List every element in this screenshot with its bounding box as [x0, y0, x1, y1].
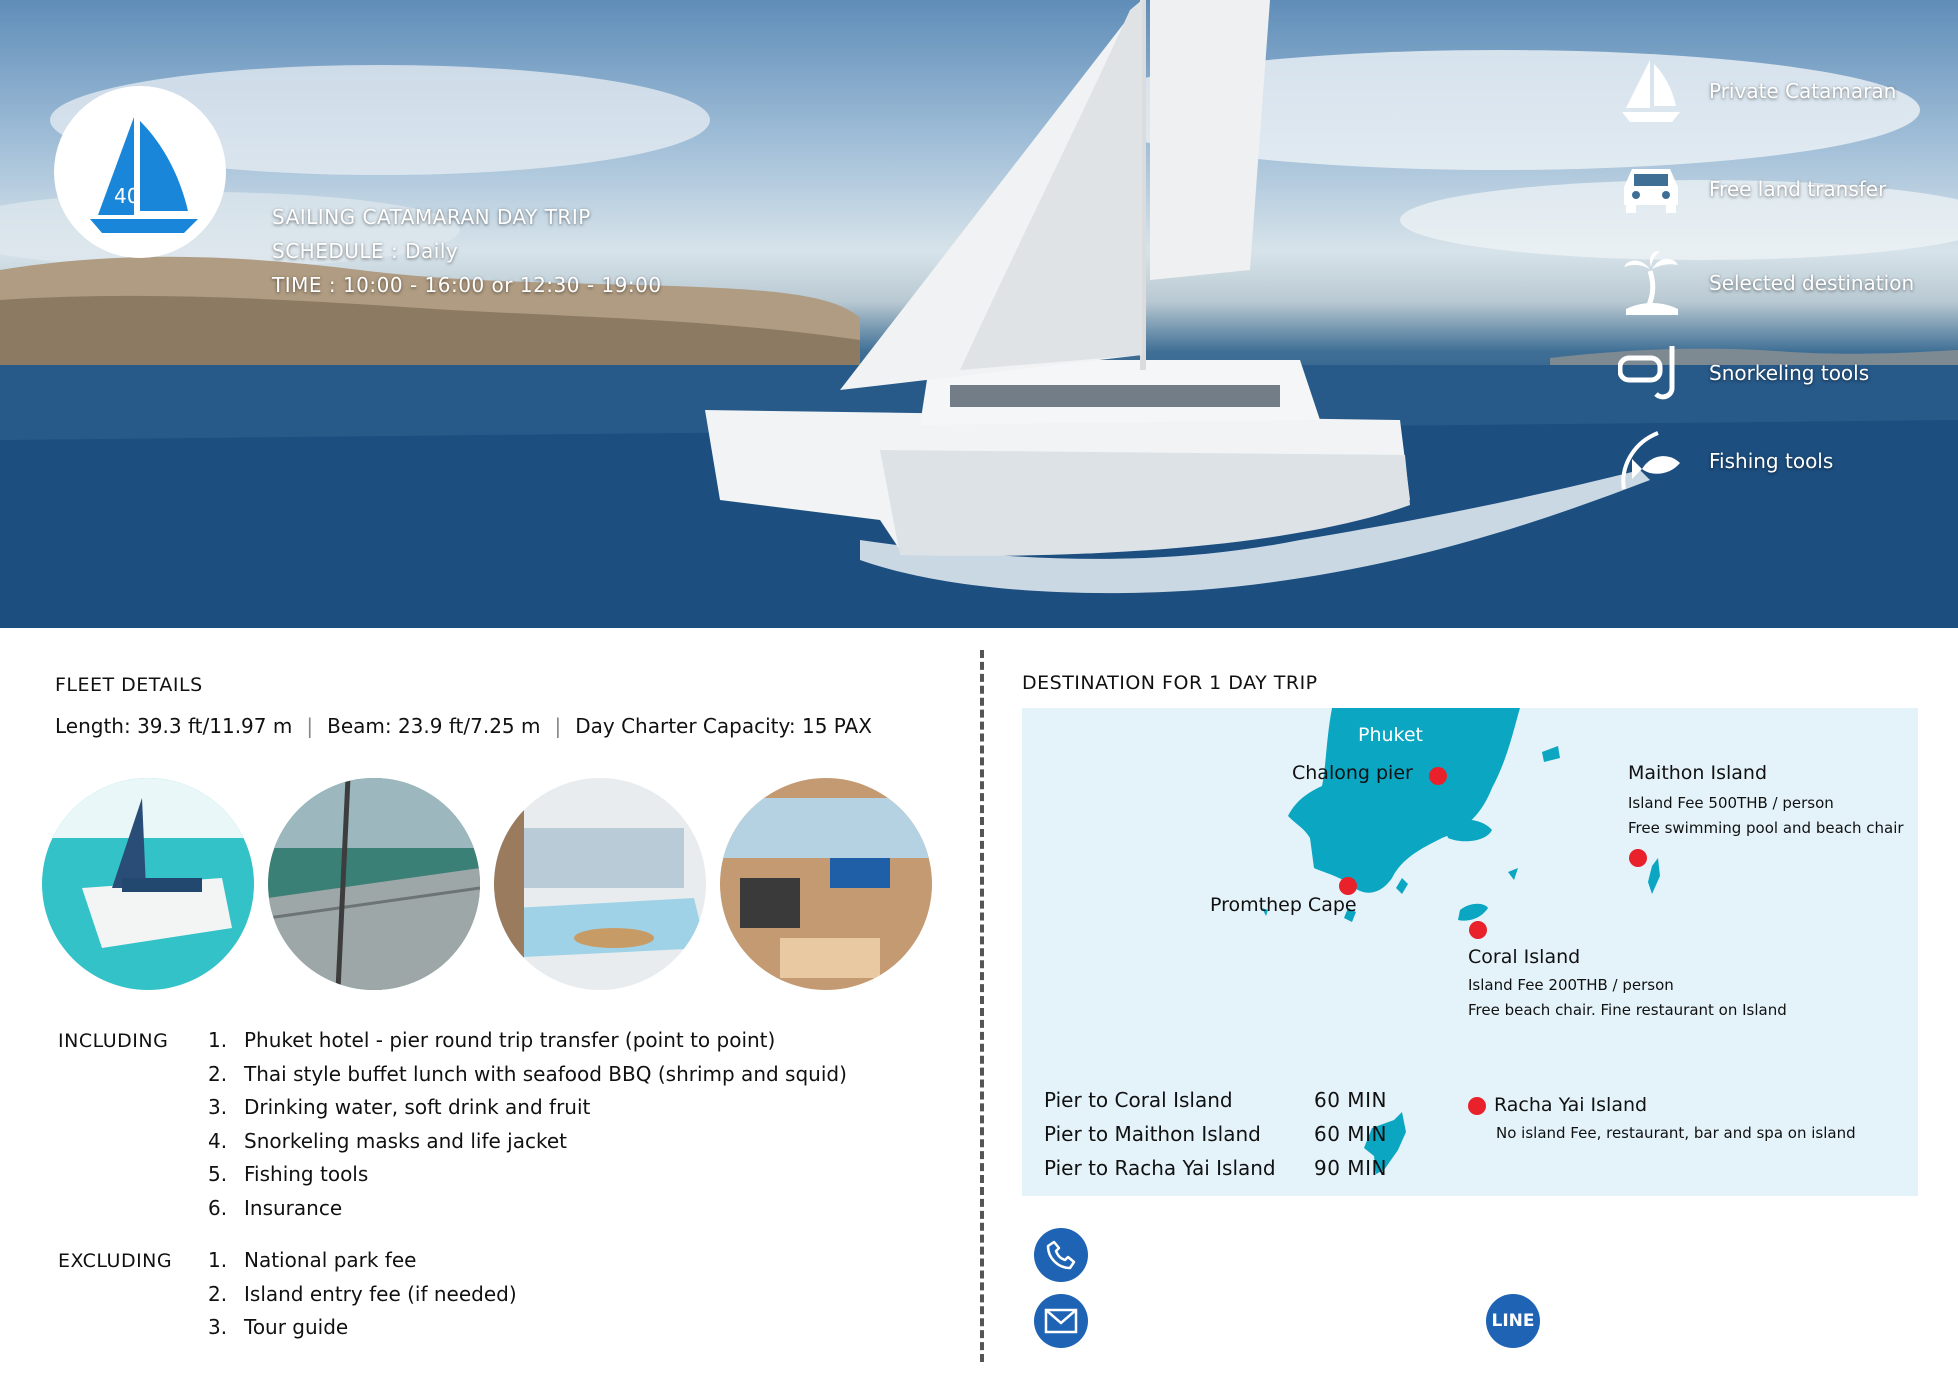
helm-station-photo [720, 778, 932, 990]
svg-text:40: 40 [114, 184, 140, 208]
destination-heading: DESTINATION FOR 1 DAY TRIP [1022, 672, 1318, 694]
list-item [208, 1129, 847, 1163]
trip-schedule: SCHEDULE : Daily [272, 239, 459, 263]
list-text: National park fee [244, 1248, 417, 1272]
list-number: 1. [208, 1248, 228, 1272]
list-text: Snorkeling masks and life jacket [244, 1128, 567, 1153]
list-number: 3. [208, 1315, 228, 1340]
travel-duration: 60 MIN [1314, 1088, 1387, 1112]
list-item [208, 1095, 847, 1129]
list-item [208, 1162, 847, 1196]
coral-fee: Island Fee 200THB / person [1468, 976, 1674, 994]
list-item [208, 1062, 847, 1096]
fleet-length: Length: 39.3 ft/11.97 m [55, 714, 293, 738]
feature-label: Snorkeling tools [1709, 361, 1870, 385]
fleet-photo-gallery [42, 778, 942, 990]
travel-duration: 90 MIN [1314, 1156, 1387, 1180]
fleet-specs [55, 714, 872, 738]
fishing-icon [1616, 426, 1686, 496]
snorkel-mask-icon [1616, 338, 1686, 408]
map-label-chalong-pier: Chalong pier [1292, 762, 1413, 784]
list-text: Island entry fee (if needed) [244, 1281, 517, 1306]
spec-separator: | [554, 714, 562, 738]
list-text: Thai style buffet lunch with seafood BBQ (shrimp and squid) [244, 1061, 847, 1086]
feature-label: Free land transfer [1709, 177, 1887, 201]
excluding-list [208, 1248, 517, 1349]
column-divider [980, 650, 984, 1362]
palm-island-icon [1616, 248, 1686, 318]
travel-time-row [1044, 1156, 1387, 1190]
feature-selected-destination [1616, 248, 1956, 318]
catamaran-aerial-photo [42, 778, 254, 990]
feature-private-catamaran [1616, 56, 1956, 126]
list-text: Insurance [244, 1195, 343, 1220]
feature-fishing-tools [1616, 426, 1956, 496]
trampoline-net-photo [268, 778, 480, 990]
hero-banner [0, 0, 1958, 628]
list-number: 3. [208, 1095, 228, 1120]
email-icon [1044, 1308, 1078, 1334]
trip-time: TIME : 10:00 - 16:00 or 12:30 - 19:00 [272, 273, 662, 297]
feature-free-transfer [1616, 154, 1956, 224]
travel-time-row [1044, 1122, 1387, 1156]
travel-route: Pier to Coral Island [1044, 1088, 1233, 1112]
list-item [208, 1282, 517, 1316]
maithon-fee: Island Fee 500THB / person [1628, 794, 1834, 812]
map-label-phuket: Phuket [1358, 724, 1424, 746]
phone-icon [1046, 1240, 1076, 1270]
trip-summary [272, 200, 662, 302]
travel-route: Pier to Racha Yai Island [1044, 1156, 1276, 1180]
trip-title: SAILING CATAMARAN DAY TRIP [272, 205, 591, 229]
travel-times [1044, 1088, 1387, 1190]
feature-label: Private Catamaran [1709, 79, 1897, 103]
travel-time-row [1044, 1088, 1387, 1122]
boat-logo-badge [54, 86, 226, 258]
including-list [208, 1028, 847, 1230]
phone-contact-button[interactable] [1034, 1228, 1088, 1282]
map-label-coral: Coral Island [1468, 946, 1581, 968]
list-number: 2. [208, 1061, 228, 1086]
car-icon [1616, 154, 1686, 224]
line-label: LINE [1491, 1311, 1535, 1331]
feature-snorkeling-tools [1616, 338, 1956, 408]
cockpit-lounge-photo [494, 778, 706, 990]
list-item [208, 1028, 847, 1062]
destination-map [1022, 708, 1918, 1196]
list-item [208, 1196, 847, 1230]
list-text: Tour guide [244, 1315, 349, 1340]
sailboat-logo-icon [80, 107, 200, 237]
list-number: 6. [208, 1195, 228, 1220]
coral-note: Free beach chair. Fine restaurant on Island [1468, 1001, 1787, 1019]
spec-separator: | [306, 714, 314, 738]
sailboat-icon [1616, 56, 1686, 126]
map-label-racha-yai: Racha Yai Island [1494, 1094, 1648, 1116]
feature-label: Selected destination [1709, 271, 1915, 295]
map-label-promthep-cape: Promthep Cape [1210, 894, 1357, 916]
list-number: 2. [208, 1281, 228, 1306]
list-text: Fishing tools [244, 1162, 369, 1187]
travel-duration: 60 MIN [1314, 1122, 1387, 1146]
including-heading: INCLUDING [58, 1030, 169, 1052]
fleet-beam: Beam: 23.9 ft/7.25 m [327, 714, 541, 738]
list-text: Drinking water, soft drink and fruit [244, 1095, 591, 1120]
line-contact-button[interactable] [1486, 1294, 1540, 1348]
travel-route: Pier to Maithon Island [1044, 1122, 1261, 1146]
list-number: 4. [208, 1128, 228, 1153]
feature-label: Fishing tools [1709, 449, 1834, 473]
fleet-capacity: Day Charter Capacity: 15 PAX [575, 714, 872, 738]
maithon-note: Free swimming pool and beach chair [1628, 819, 1904, 837]
map-label-maithon: Maithon Island [1628, 762, 1768, 784]
excluding-heading: EXCLUDING [58, 1250, 173, 1272]
list-item [208, 1248, 517, 1282]
list-item [208, 1315, 517, 1349]
fleet-details-heading: FLEET DETAILS [55, 674, 203, 696]
list-text: Phuket hotel - pier round trip transfer (point to point) [244, 1028, 776, 1052]
email-contact-button[interactable] [1034, 1294, 1088, 1348]
list-number: 5. [208, 1162, 228, 1187]
racha-yai-note: No island Fee, restaurant, bar and spa on island [1496, 1124, 1856, 1142]
list-number: 1. [208, 1028, 228, 1052]
